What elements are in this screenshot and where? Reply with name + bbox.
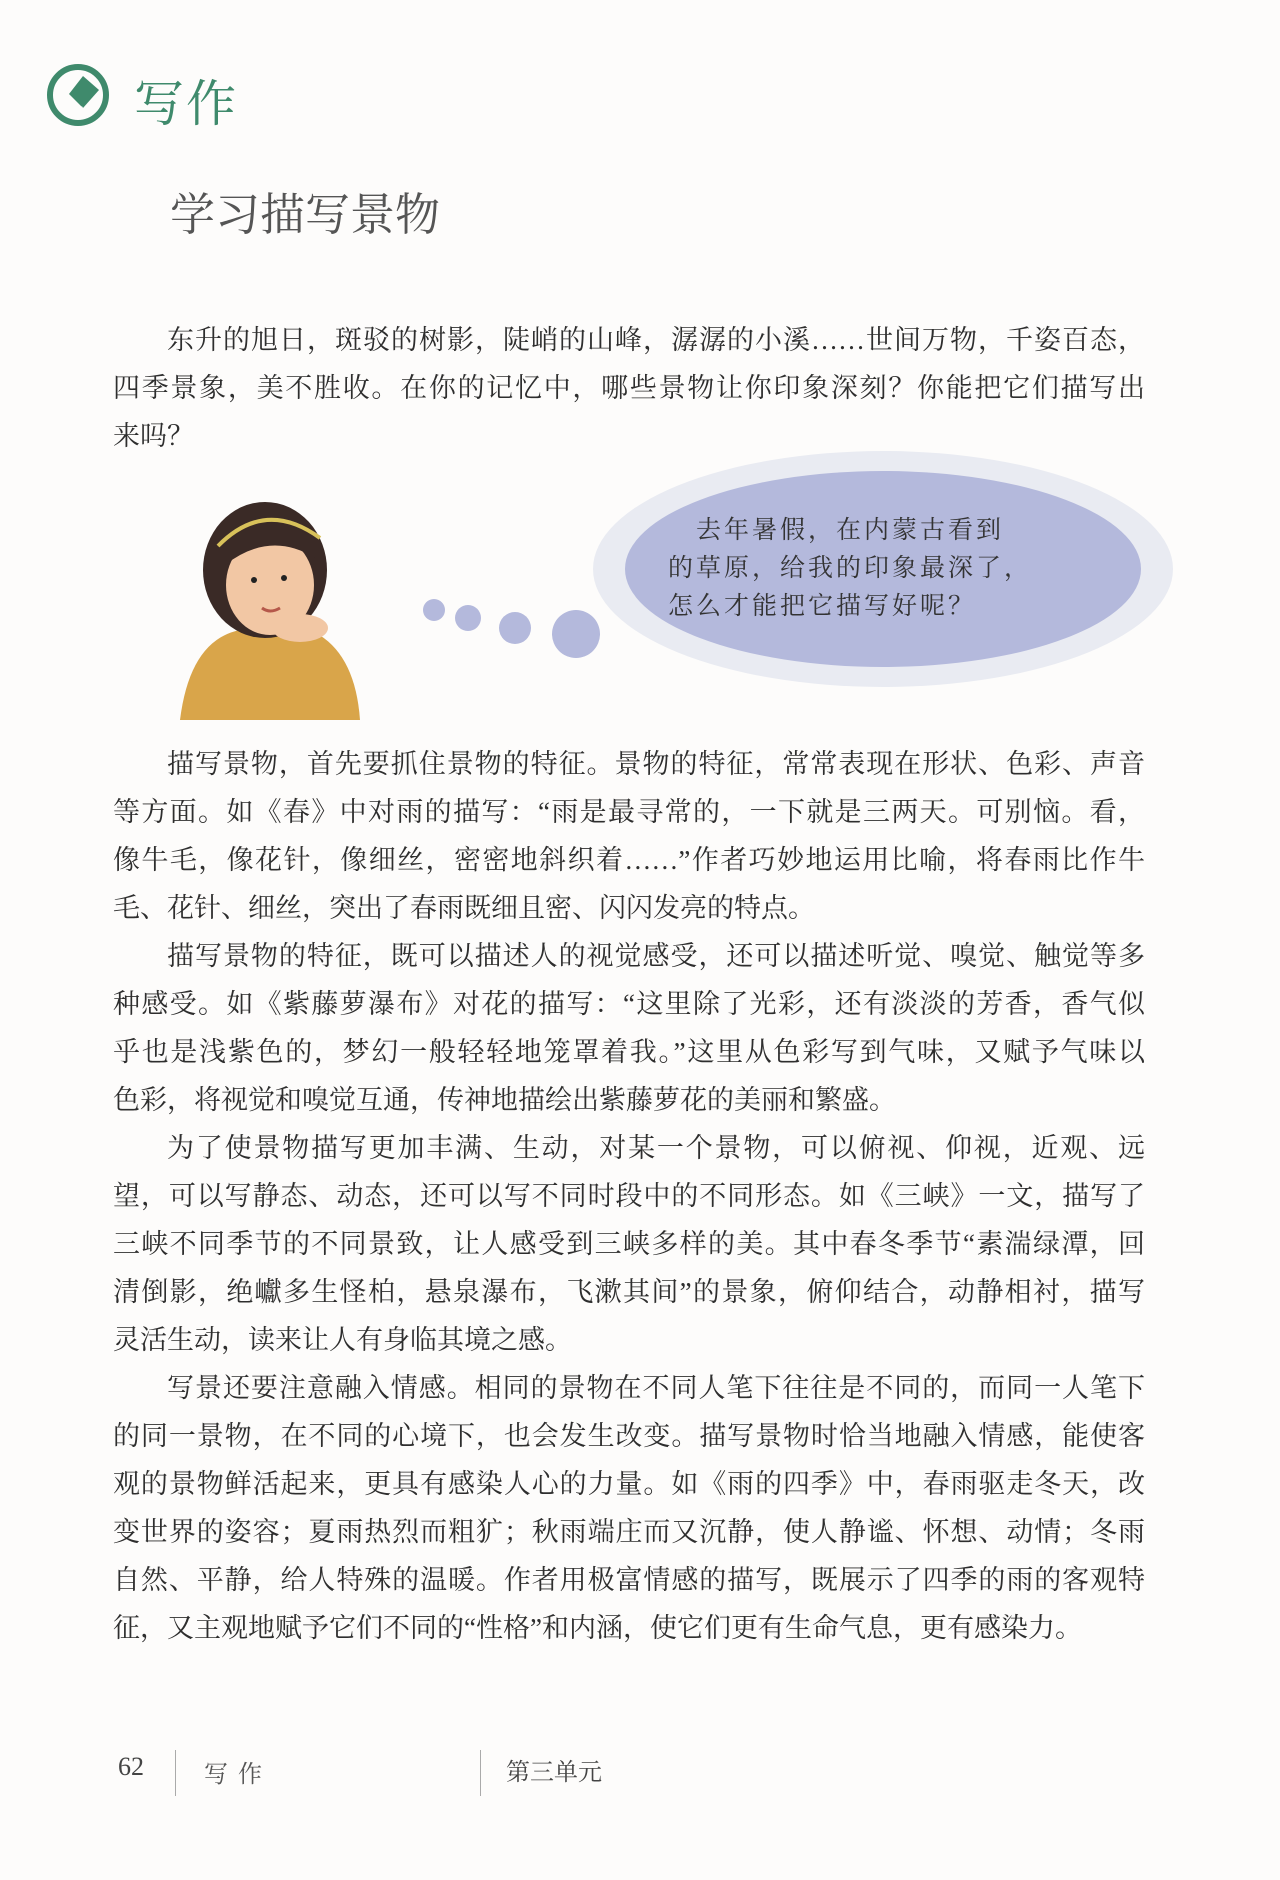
text-line: 描写景物，首先要抓住景物的特征。景物的特征，常常表现在形状、色彩、声音	[167, 749, 1145, 779]
text-line: 自然、平静，给人特殊的温暖。作者用极富情感的描写，既展示了四季的雨的客观特	[113, 1565, 1145, 1595]
footer-unit: 第三单元	[506, 1760, 602, 1786]
text-line: 种感受。如《紫藤萝瀑布》对花的描写：“这里除了光彩，还有淡淡的芳香，香气似	[113, 989, 1145, 1019]
body-paragraph	[113, 932, 1145, 1124]
footer-divider	[480, 1750, 481, 1796]
text-line: 色彩，将视觉和嗅觉互通，传神地描绘出紫藤萝花的美丽和繁盛。	[113, 1085, 896, 1115]
text-line: 征，又主观地赋予它们不同的“性格”和内涵，使它们更有生命气息，更有感染力。	[113, 1613, 1082, 1643]
bubble-line: 去年暑假，在内蒙古看到	[668, 517, 1005, 544]
writing-section-logo-icon	[47, 64, 109, 126]
text-line: 来吗？	[113, 421, 194, 451]
bubble-line: 怎么才能把它描写好呢？	[668, 593, 977, 620]
body-paragraph	[113, 740, 1145, 932]
intro-paragraph	[113, 316, 1145, 460]
page-title: 学习描写景物	[170, 188, 441, 241]
text-line: 等方面。如《春》中对雨的描写：“雨是最寻常的，一下就是三两天。可别恼。看，	[113, 797, 1145, 827]
text-line: 望，可以写静态、动态，还可以写不同时段中的不同形态。如《三峡》一文，描写了	[113, 1181, 1145, 1211]
section-title: 写作	[134, 75, 238, 133]
text-line: 观的景物鲜活起来，更具有感染人心的力量。如《雨的四季》中，春雨驱走冬天，改	[113, 1469, 1145, 1499]
thought-dots	[418, 594, 608, 664]
thought-bubble-text	[668, 512, 1033, 626]
footer-section: 写作	[204, 1762, 272, 1788]
footer-divider	[175, 1750, 176, 1796]
body-paragraph	[113, 1124, 1145, 1364]
text-line: 乎也是浅紫色的，梦幻一般轻轻地笼罩着我。”这里从色彩写到气味，又赋予气味以	[113, 1037, 1145, 1067]
girl-illustration	[170, 480, 370, 730]
body-paragraph	[113, 1364, 1145, 1652]
text-line: 变世界的姿容；夏雨热烈而粗犷；秋雨端庄而又沉静，使人静谧、怀想、动情；冬雨	[113, 1517, 1145, 1547]
text-line: 为了使景物描写更加丰满、生动，对某一个景物，可以俯视、仰视，近观、远	[167, 1133, 1145, 1163]
text-line: 三峡不同季节的不同景致，让人感受到三峡多样的美。其中春冬季节“素湍绿潭，回	[113, 1229, 1145, 1259]
body-text	[113, 740, 1145, 1652]
text-line: 四季景象，美不胜收。在你的记忆中，哪些景物让你印象深刻？你能把它们描写出	[113, 373, 1145, 403]
text-line: 的同一景物，在不同的心境下，也会发生改变。描写景物时恰当地融入情感，能使客	[113, 1421, 1145, 1451]
text-line: 像牛毛，像花针，像细丝，密密地斜织着……”作者巧妙地运用比喻，将春雨比作牛	[113, 845, 1145, 875]
text-line: 描写景物的特征，既可以描述人的视觉感受，还可以描述听觉、嗅觉、触觉等多	[167, 941, 1145, 971]
bubble-line: 的草原，给我的印象最深了，	[668, 555, 1033, 582]
text-line: 灵活生动，读来让人有身临其境之感。	[113, 1325, 572, 1355]
page-number: 62	[118, 1752, 144, 1781]
text-line: 东升的旭日，斑驳的树影，陡峭的山峰，潺潺的小溪……世间万物，千姿百态，	[167, 325, 1145, 355]
text-line: 清倒影，绝巘多生怪柏，悬泉瀑布，飞漱其间”的景象，俯仰结合，动静相衬，描写	[113, 1277, 1145, 1307]
text-line: 写景还要注意融入情感。相同的景物在不同人笔下往往是不同的，而同一人笔下	[167, 1373, 1145, 1403]
text-line: 毛、花针、细丝，突出了春雨既细且密、闪闪发亮的特点。	[113, 893, 815, 923]
